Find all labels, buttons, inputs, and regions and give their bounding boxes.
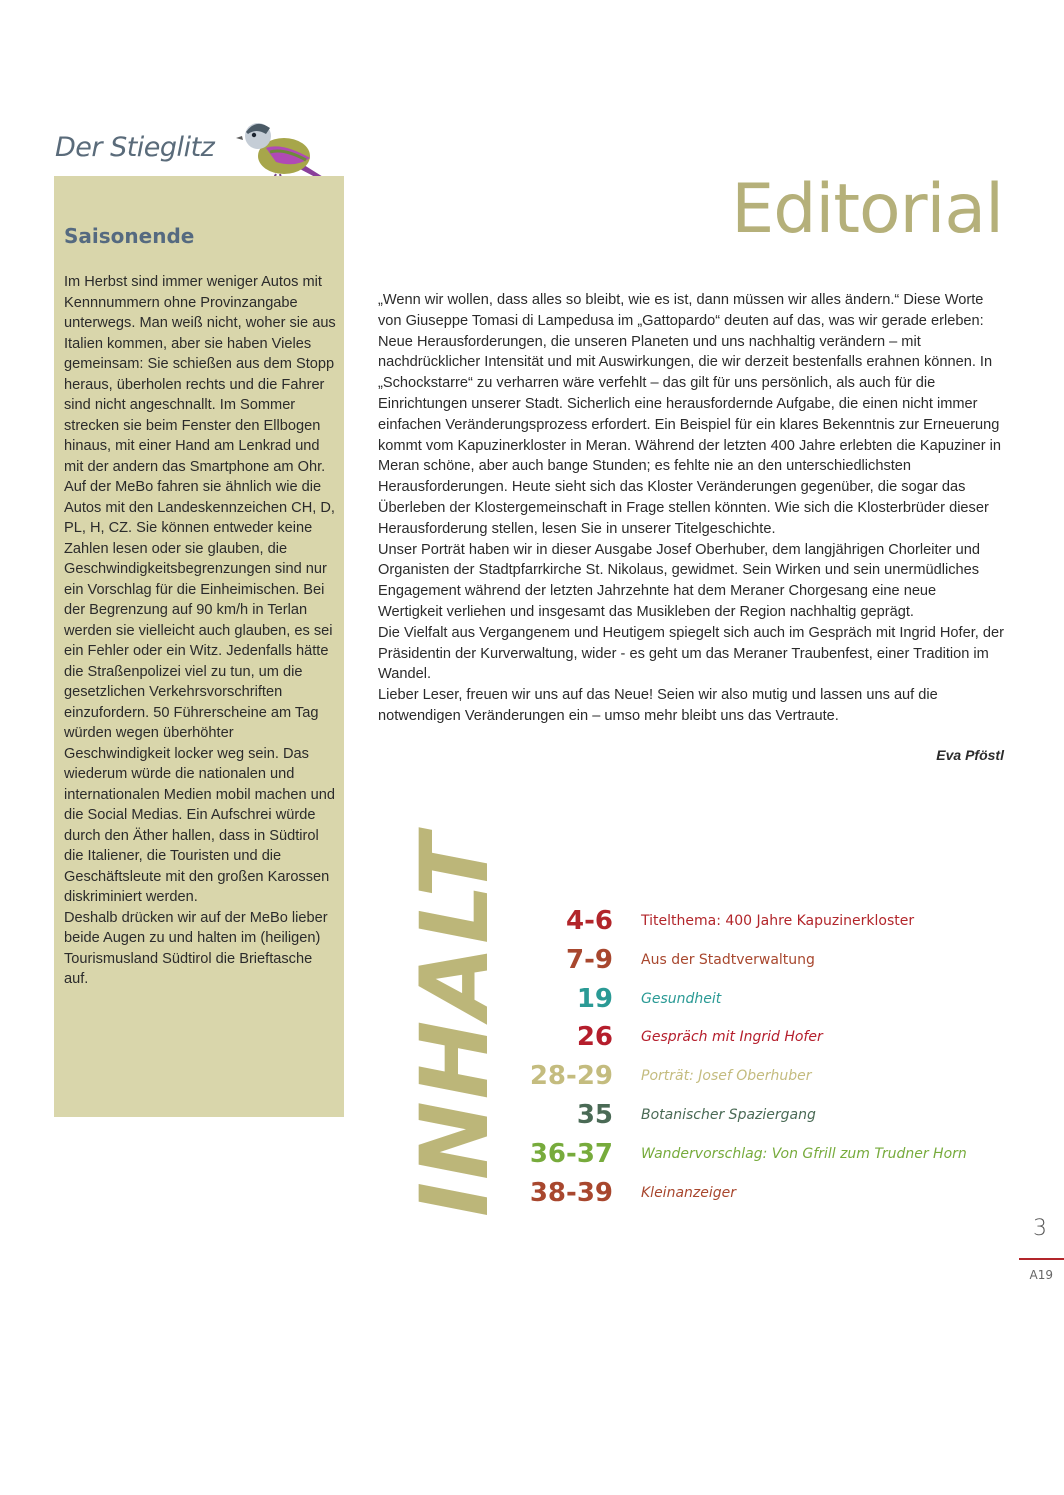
sidebar-box (54, 176, 344, 1117)
toc-page-range: 4-6 (566, 906, 613, 936)
toc-item[interactable] (520, 902, 970, 941)
toc-page-range: 7-9 (566, 944, 613, 975)
editorial-title: Editorial (731, 170, 1003, 249)
toc-label: Botanischer Spaziergang (641, 1107, 816, 1123)
sidebar-paragraph: Auf der MeBo fahren sie ähnlich wie die Autos mit den Landeskennzeichen CH, D, PL, H, CZ. Sie können entweder keine Zahlen lesen oder sie glauben, die Geschwindigkeitsbegrenzungen sind nur ein Vorschlag für die Einheimischen. Bei der Begrenzung auf 90 km/h in Terlan werden sie vielleicht auch glauben, es sei ein Fehler oder ein Witz. Jedenfalls hätte die Straßenpolizei viel zu tun, um die gesetzlichen Verkehrsvorschriften einzufordern. 50 Führerscheine am Tag würden wegen überhöhter Geschwindigkeit locker weg sein. Das wiederum würde die nationalen und internationalen Medien mobil machen und die Social Medias. Ein Aufschrei würde durch den Äther hallen, dass in Südtirol die Italiener, die Touristen und die Geschäftsleute mit den großen Karossen diskriminiert werden. (64, 479, 335, 905)
issue-code: A19 (1029, 1268, 1053, 1282)
page-number-rule (1019, 1258, 1064, 1260)
toc-label: Gespräch mit Ingrid Hofer (641, 1029, 823, 1046)
toc-item[interactable] (520, 1018, 970, 1057)
toc-page-range: 36-37 (529, 1138, 613, 1169)
toc-heading: INHALT (401, 831, 510, 1217)
sidebar-body (64, 272, 336, 990)
toc-item[interactable] (520, 1135, 970, 1174)
toc-label: Wandervorschlag: Von Gfrill zum Trudner Horn (641, 1145, 967, 1162)
toc-page-range: 19 (576, 983, 613, 1014)
toc-item[interactable] (520, 941, 970, 980)
toc-page-range: 35 (576, 1100, 613, 1130)
toc-item[interactable] (520, 1096, 970, 1135)
editorial-paragraph: Lieber Leser, freuen wir uns auf das Neue! Seien wir also mutig und lassen uns auf die notwendigen Veränderungen ein – umso mehr bleibt uns das Vertraute. (378, 687, 938, 724)
sidebar-heading: Saisonende (64, 224, 195, 248)
toc-label: Gesundheit (641, 990, 722, 1007)
toc-item[interactable] (520, 1174, 970, 1213)
column-title: Der Stieglitz (55, 132, 215, 163)
page-number: 3 (1033, 1216, 1047, 1241)
toc-item[interactable] (520, 980, 970, 1019)
editorial-paragraph: Die Vielfalt aus Vergangenem und Heutigem spiegelt sich auch im Gespräch mit Ingrid Hofer, der Präsidentin der Kurverwaltung, wider - es geht um das Meraner Traubenfest, einer Tradition im Wandel. (378, 624, 1004, 683)
toc-page-range: 26 (576, 1022, 613, 1053)
toc-label: Aus der Stadtverwaltung (641, 951, 815, 968)
editorial-paragraph: Unser Porträt haben wir in dieser Ausgabe Josef Oberhuber, dem langjährigen Chorleiter und Organisten der Stadtpfarrkirche St. Nikolaus, gewidmet. Sein Wirken und sein unermüdliches Engagement während der letzten Jahrzehnte hat dem Meraner Chorgesang eine neue Wertigkeit verliehen und insgesamt das Musikleben der Region nachhaltig geprägt. (378, 541, 980, 620)
toc-item[interactable] (520, 1057, 970, 1096)
editorial-body (378, 290, 1004, 727)
toc-label: Kleinanzeiger (641, 1184, 737, 1201)
sidebar-paragraph: Im Herbst sind immer weniger Autos mit Kennnummern ohne Provinzangabe unterwegs. Man weiß nicht, woher sie aus Italien kommen, aber sie haben Vieles gemeinsam: Sie schießen aus dem Stopp heraus, überholen rechts und die Fahrer sind nicht angeschnallt. Im Sommer strecken sie beim Fenster den Ellbogen hinaus, mit einer Hand am Lenkrad und mit der andern das Smartphone am Ohr. (64, 274, 336, 475)
editorial-paragraph: „Wenn wir wollen, dass alles so bleibt, wie es ist, dann müssen wir alles ändern.“ Diese Worte von Giuseppe Tomasi di Lampedusa im „Gattopardo“ deuten auf das, was wir gerade erleben: Neue Herausforderungen, die unseren Planeten und uns nachhaltig verändern – mit nachdrücklicher Intensität und mit Auswirkungen, die wir derzeit bestenfalls erahnen können. In „Schockstarre“ zu verharren wäre verfehlt – das gilt für uns persönlich, als auch für die Einrichtungen unserer Stadt. Sicherlich eine herausfordernde Aufgabe, die einen nicht immer einfachen Veränderungsprozess erfordert. Ein Beispiel für ein klares Bekenntnis zur Erneuerung kommt vom Kapuzinerkloster in Meran. Während der letzten 400 Jahre erlebten die Kapuziner in Meran schöne, aber auch bange Stunden; es fehlte nie an den unterschiedlichsten Herausforderungen. Heute sieht sich das Kloster Veränderungen gegenüber, die sogar das Überleben der Klostergemeinschaft in Frage stellen könnten. Wie sich die Klosterbrüder dieser Herausforderung stellen, lesen Sie in unserer Titelgeschichte. (378, 292, 1001, 537)
toc-label: Porträt: Josef Oberhuber (641, 1068, 812, 1085)
toc-page-range: 38-39 (529, 1177, 613, 1208)
author-signature: Eva Pföstl (936, 747, 1004, 763)
toc-page-range: 28-29 (529, 1061, 613, 1092)
sidebar-paragraph: Deshalb drücken wir auf der MeBo lieber beide Augen zu und halten im (heiligen) Tourismusland Südtirol die Brieftasche auf. (64, 909, 328, 987)
toc-label: Titelthema: 400 Jahre Kapuzinerkloster (641, 913, 915, 929)
